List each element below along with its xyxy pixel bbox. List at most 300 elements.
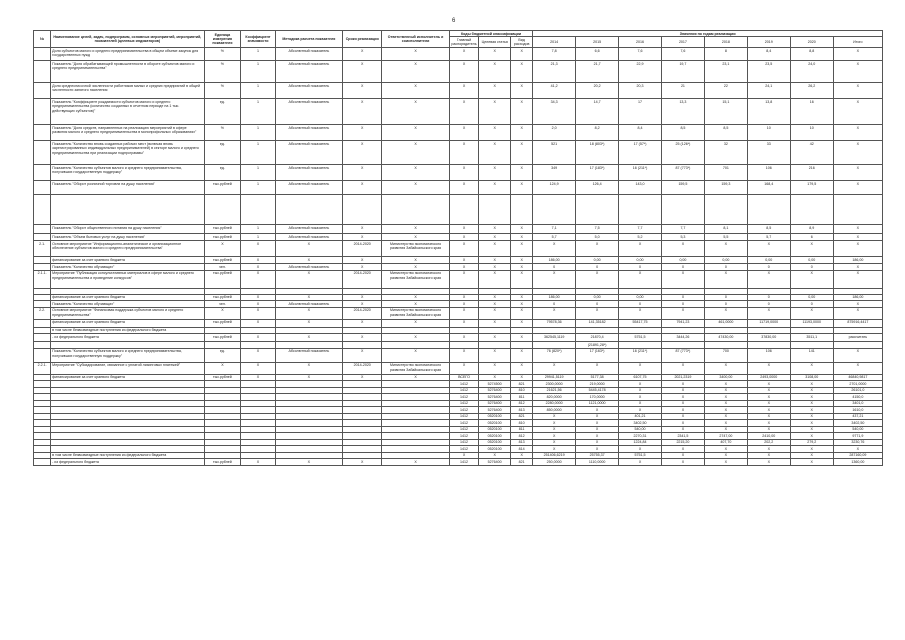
table-cell: Х	[511, 270, 533, 288]
table-cell	[275, 195, 342, 225]
table-cell: 820,0000	[533, 394, 576, 400]
table-cell: 10	[747, 125, 790, 141]
header-cell: 2016	[619, 37, 662, 48]
table-cell: Х	[576, 433, 619, 439]
table-cell: 0	[747, 301, 790, 307]
table-cell: 87 (773*)	[661, 348, 704, 362]
table-cell: Х	[382, 301, 449, 307]
table-cell: Х	[704, 381, 747, 387]
table-cell: 2341,5	[661, 433, 704, 439]
table-cell: 2701,0000	[833, 381, 882, 387]
table-cell: 5276400	[479, 459, 511, 465]
table-cell: Х	[833, 225, 882, 234]
table-cell: Х	[511, 319, 533, 327]
table-cell: 810	[511, 387, 533, 393]
table-cell: Х	[747, 413, 790, 419]
table-cell: Х	[661, 420, 704, 426]
table-cell: Х	[576, 420, 619, 426]
table-cell: 7,8	[533, 48, 576, 61]
table-cell: Х	[479, 374, 511, 380]
table-cell: 1	[241, 99, 275, 125]
table-cell: Х	[704, 362, 747, 374]
table-cell: 20,2	[576, 83, 619, 99]
table-cell	[511, 195, 533, 225]
table-cell: Х	[241, 319, 275, 327]
table-row	[34, 99, 883, 125]
table-cell: Х	[479, 83, 511, 99]
table-cell: 170,0000	[576, 394, 619, 400]
table-cell: 1412	[449, 459, 478, 465]
table-cell: 141	[790, 348, 833, 362]
table-cell	[833, 195, 882, 225]
table-cell: Х	[511, 301, 533, 307]
table-cell	[241, 195, 275, 225]
table-cell: Х	[382, 225, 449, 234]
table-cell: Х	[382, 257, 449, 264]
table-cell: Х	[533, 307, 576, 319]
table-cell	[34, 348, 51, 362]
table-cell: Х	[747, 362, 790, 374]
table-cell: Х	[511, 334, 533, 342]
table-cell: Х	[576, 270, 619, 288]
row-label-cell: Показатель "Коэффициент рождаемости субъектов малого и среднего предпринимательства (количество созданных в отчетном периоде на 1 тыс. действующих субъектов)"	[51, 99, 204, 125]
table-cell: 401,21	[619, 413, 662, 419]
table-cell: Х	[704, 400, 747, 406]
table-cell: Х	[241, 294, 275, 300]
table-cell: 0,00	[747, 257, 790, 264]
table-cell: 3402,50	[833, 420, 882, 426]
table-cell: Х	[747, 426, 790, 432]
table-cell: Х	[479, 234, 511, 241]
table-cell: Х	[382, 165, 449, 181]
table-cell: тыс.рублей	[204, 181, 241, 195]
table-cell: Х	[833, 61, 882, 83]
table-cell: Абсолютный показатель	[275, 99, 342, 125]
table-cell: Х	[704, 387, 747, 393]
table-cell: 3444,26	[661, 334, 704, 342]
table-cell: 7,6	[619, 48, 662, 61]
table-cell: Х	[511, 48, 533, 61]
table-cell: Х	[661, 426, 704, 432]
table-cell: тыс.рублей	[204, 294, 241, 300]
table-cell: Х	[479, 257, 511, 264]
table-cell: Х	[511, 165, 533, 181]
table-cell: Х	[479, 301, 511, 307]
table-row	[34, 61, 883, 83]
header-cell: Единица измерения показателя	[204, 31, 241, 48]
table-cell: 14,7	[576, 99, 619, 125]
table-cell: Х	[790, 394, 833, 400]
table-cell	[343, 195, 382, 225]
table-cell: 1	[241, 181, 275, 195]
table-cell: Х	[479, 334, 511, 342]
table-cell: Х	[833, 99, 882, 125]
table-cell: тыс.рублей	[204, 319, 241, 327]
header-cell: Вид расходов	[511, 37, 533, 48]
table-cell: Х	[343, 459, 382, 465]
table-cell: 87 (773*)	[661, 165, 704, 181]
table-row	[34, 48, 883, 61]
table-cell	[34, 181, 51, 195]
table-cell: 0	[619, 264, 662, 270]
table-cell: 5276400	[479, 407, 511, 413]
table-cell: 79578,36	[533, 319, 576, 327]
table-cell: 2280,0000	[533, 400, 576, 406]
table-cell: 1412	[449, 433, 478, 439]
table-cell: Х	[790, 413, 833, 419]
table-cell: Х	[661, 241, 704, 257]
table-cell: Х	[833, 125, 882, 141]
table-cell: Х	[661, 270, 704, 288]
table-cell: 2021,2319	[661, 374, 704, 380]
table-cell: чел.	[204, 301, 241, 307]
table-cell: 0	[790, 301, 833, 307]
header-cell: №	[34, 31, 51, 48]
table-cell: 5,3	[661, 234, 704, 241]
table-cell: 19,7	[661, 61, 704, 83]
table-cell: 24,1	[747, 83, 790, 99]
table-cell: Х	[747, 270, 790, 288]
table-cell: Х	[241, 362, 275, 374]
table-cell: Х	[382, 61, 449, 83]
table-cell: 1	[241, 61, 275, 83]
table-cell: 0	[661, 294, 704, 300]
table-cell: 821	[511, 459, 533, 465]
table-cell	[34, 48, 51, 61]
table-cell: 4150,0	[833, 394, 882, 400]
table-row	[34, 241, 883, 257]
table-cell: Х	[479, 225, 511, 234]
table-cell: 0	[661, 301, 704, 307]
table-cell: 186,00	[833, 257, 882, 264]
row-label-cell: финансирование за счет краевого бюджета	[51, 319, 204, 327]
table-cell: 9771,9	[833, 433, 882, 439]
table-cell	[34, 257, 51, 264]
header-group-values: Значения по годам реализации	[533, 31, 883, 37]
table-cell: Х	[619, 241, 662, 257]
page-number: 6	[452, 18, 456, 24]
table-cell: Х	[479, 125, 511, 141]
table-cell: 5177,38	[576, 374, 619, 380]
table-cell: 2.2.	[34, 307, 51, 319]
row-label-cell: Доля субъектов малого и среднего предпринимательства в общем объеме закупок для государственных нужд	[51, 48, 204, 61]
table-cell: Х	[619, 362, 662, 374]
table-cell: Х	[511, 374, 533, 380]
table-cell: Х	[382, 319, 449, 327]
header-cell: Методика расчета показателя	[275, 31, 342, 48]
table-cell: 7,1	[533, 225, 576, 234]
table-cell: Абсолютный показатель	[275, 125, 342, 141]
table-cell: тыс.рублей	[204, 374, 241, 380]
table-cell: Х	[661, 307, 704, 319]
table-cell: Х	[343, 83, 382, 99]
table-cell: Х	[533, 439, 576, 445]
table-cell: 0,00	[619, 257, 662, 264]
table-cell: Х	[619, 270, 662, 288]
table-cell: Х	[343, 141, 382, 165]
table-cell: 1412	[449, 446, 478, 452]
table-cell: 34,3	[533, 99, 576, 125]
table-cell: 2.1.1.	[34, 270, 51, 288]
table-cell: 13,3	[661, 99, 704, 125]
table-cell: Х	[790, 241, 833, 257]
table-cell: Х	[833, 234, 882, 241]
table-cell: 812	[511, 433, 533, 439]
table-cell: Х	[382, 459, 449, 465]
table-cell: 0,00	[661, 257, 704, 264]
table-cell: Х	[833, 301, 882, 307]
table-cell: 26,2	[790, 83, 833, 99]
table-cell: 18 (803*)	[576, 141, 619, 165]
table-row	[34, 141, 883, 165]
table-cell: Х	[576, 362, 619, 374]
table-cell: 700	[704, 348, 747, 362]
table-cell: 8,4	[619, 125, 662, 141]
table-row	[34, 83, 883, 99]
table-cell: Х	[241, 307, 275, 319]
table-cell: Х	[619, 407, 662, 413]
table-cell: Х	[449, 257, 478, 264]
header-cell: Целевая статья	[479, 37, 511, 48]
table-cell: Х	[275, 374, 342, 380]
table-cell: тыс.рублей	[204, 234, 241, 241]
table-cell: Х	[241, 374, 275, 380]
table-cell: Х	[511, 307, 533, 319]
header-cell: 2020	[790, 37, 833, 48]
table-cell: Х	[704, 420, 747, 426]
table-cell: 5751,5	[619, 452, 662, 458]
table-cell: 1412	[449, 420, 478, 426]
table-cell: 219,0000	[576, 381, 619, 387]
table-cell: Х	[382, 294, 449, 300]
table-cell: Х	[343, 319, 382, 327]
table-cell	[34, 459, 51, 465]
table-cell: Х	[275, 241, 342, 257]
table-cell: 813	[511, 439, 533, 445]
table-cell: 16 (211*)	[619, 165, 662, 181]
table-cell: 6107,75	[619, 374, 662, 380]
table-cell: Х	[343, 374, 382, 380]
table-cell: 24,0	[790, 61, 833, 83]
table-cell: Х	[382, 348, 449, 362]
table-cell: Х	[449, 61, 478, 83]
table-cell: Х	[747, 452, 790, 458]
table-cell: Х	[204, 241, 241, 257]
table-cell: 5274500	[479, 381, 511, 387]
table-cell: 521	[533, 141, 576, 165]
table-row	[34, 348, 883, 362]
table-cell: тыс.рублей	[204, 270, 241, 288]
table-cell: 813	[511, 407, 533, 413]
table-cell: Х	[619, 400, 662, 406]
table-cell: 159,5	[661, 181, 704, 195]
table-cell: Министерство экономического развития Забайкальского края	[382, 270, 449, 288]
table-cell: Х	[343, 294, 382, 300]
table-cell: Абсолютный показатель	[275, 48, 342, 61]
table-cell: Х	[511, 264, 533, 270]
table-cell	[34, 141, 51, 165]
table-cell: Абсолютный показатель	[275, 264, 342, 270]
table-cell: 0	[576, 264, 619, 270]
table-cell: 21,7	[576, 61, 619, 83]
table-cell: 186,00	[833, 294, 882, 300]
table-cell: 0	[747, 294, 790, 300]
table-cell: Х	[790, 307, 833, 319]
table-cell: Х	[382, 264, 449, 270]
table-cell: Х	[833, 48, 882, 61]
row-label-cell: Основное мероприятие "Информационно-аналитическое и организационное обеспечение субъектов малого и среднего предпринимательства"	[51, 241, 204, 257]
table-cell: 1412	[449, 439, 478, 445]
header-cell: Главный распорядитель	[449, 37, 478, 48]
table-cell: 1412	[449, 413, 478, 419]
table-cell: 0520100	[479, 446, 511, 452]
table-cell: Х	[661, 387, 704, 393]
table-cell: Х	[449, 141, 478, 165]
table-cell	[576, 195, 619, 225]
table-cell: Х	[619, 394, 662, 400]
table-cell: Х	[790, 452, 833, 458]
table-cell: 1412	[449, 387, 478, 393]
table-cell: %	[204, 61, 241, 83]
program-table	[33, 30, 883, 466]
table-cell: 2300,0000	[533, 381, 576, 387]
row-label-cell: Мероприятие "Субсидирование, связанное с уплатой лизинговых платежей"	[51, 362, 204, 374]
header-cell: Итого	[833, 37, 882, 48]
table-cell	[34, 125, 51, 141]
table-cell: 11719,0000	[747, 319, 790, 327]
table-cell: Х	[747, 381, 790, 387]
table-row	[34, 334, 883, 342]
table-cell: Х	[511, 234, 533, 241]
table-cell: 5,7	[533, 234, 576, 241]
row-label-cell: Показатель "Количество субъектов малого и среднего предпринимательства, получивших государственную поддержку"	[51, 348, 204, 362]
table-cell: 2014-2020	[343, 270, 382, 288]
table-cell: 17 (183*)	[576, 165, 619, 181]
table-cell: 21,3	[533, 61, 576, 83]
table-cell: Х	[833, 83, 882, 99]
table-cell: Х	[275, 307, 342, 319]
table-cell: Х	[343, 334, 382, 342]
table-cell: 25755,37	[576, 452, 619, 458]
table-cell: 0	[704, 264, 747, 270]
table-cell: 1121,0000	[576, 400, 619, 406]
table-cell: 2.1.	[34, 241, 51, 257]
table-cell: 3108,00	[790, 374, 833, 380]
table-cell: 6	[790, 234, 833, 241]
table-cell: Х	[704, 413, 747, 419]
table-cell: 1412	[449, 394, 478, 400]
row-label-cell: Показатель "Количество обучающих"	[51, 301, 204, 307]
table-cell: 5276400	[479, 394, 511, 400]
table-cell	[790, 195, 833, 225]
header-group-budget: Коды бюджетной классификации	[449, 31, 532, 37]
table-cell: Х	[382, 125, 449, 141]
table-cell: 76 (820*)	[533, 348, 576, 362]
table-cell: 20,3	[619, 83, 662, 99]
table-cell: Х	[479, 99, 511, 125]
table-cell: 32	[704, 141, 747, 165]
table-cell: 540,00	[619, 426, 662, 432]
table-cell: 0	[533, 301, 576, 307]
table-cell: 0	[704, 294, 747, 300]
table-cell: Х	[533, 420, 576, 426]
row-label-cell: Показатель "Оборот общественного питания на душу населения"	[51, 225, 204, 234]
table-cell: Х	[449, 48, 478, 61]
table-cell: 8,4	[747, 48, 790, 61]
table-cell: 216	[790, 165, 833, 181]
table-cell: %	[204, 48, 241, 61]
table-cell	[479, 195, 511, 225]
table-cell: Министерство экономического развития Забайкальского края	[382, 241, 449, 257]
table-cell: Х	[747, 394, 790, 400]
table-cell: Х	[833, 264, 882, 270]
table-cell: 126,4	[576, 181, 619, 195]
header-cell: Сроки реализации	[343, 31, 382, 48]
table-cell: ед.	[204, 141, 241, 165]
table-cell: 0	[747, 264, 790, 270]
table-cell: 5445,4178	[576, 387, 619, 393]
table-cell	[449, 195, 478, 225]
table-cell: 186,00	[533, 294, 576, 300]
table-row	[34, 319, 883, 327]
table-cell: 106	[747, 348, 790, 362]
table-cell: Х	[511, 125, 533, 141]
table-cell: 1	[241, 141, 275, 165]
table-cell: 0520100	[479, 420, 511, 426]
table-cell: 0520100	[479, 433, 511, 439]
table-cell: Х	[511, 83, 533, 99]
table-cell: Х	[661, 362, 704, 374]
table-cell: 461,0000	[704, 319, 747, 327]
table-cell: Х	[241, 334, 275, 342]
row-label-cell: Доля среднесписочной численности работников малых и средних предприятий в общей численности занятого населения	[51, 83, 204, 99]
row-label-cell: Показатель "Доля средств, направленных на реализацию мероприятий в сфере развития малого и среднего предпринимательства в монопрофильных образованиях"	[51, 125, 204, 141]
table-cell: Х	[479, 348, 511, 362]
table-cell: 22,9	[619, 61, 662, 83]
table-cell: ед.	[204, 99, 241, 125]
table-cell: 5,2	[619, 234, 662, 241]
table-cell: 3511,1	[790, 334, 833, 342]
table-cell: Х	[479, 48, 511, 61]
table-cell: Х	[449, 181, 478, 195]
table-cell: 8	[704, 48, 747, 61]
table-cell: Х	[479, 294, 511, 300]
row-label-cell: финансирование за счет краевого бюджета	[51, 257, 204, 264]
row-label-cell: финансирование за счет краевого бюджета	[51, 374, 204, 380]
table-cell: 1	[241, 165, 275, 181]
table-cell: 437,21	[833, 413, 882, 419]
table-cell: Х	[533, 241, 576, 257]
table-cell: Х	[704, 394, 747, 400]
table-cell: Х	[576, 426, 619, 432]
table-row	[34, 125, 883, 141]
table-cell: 2493,0000	[747, 374, 790, 380]
table-cell: Х	[343, 348, 382, 362]
table-cell: Х	[241, 241, 275, 257]
row-label-cell: Основное мероприятие "Финансовая поддержка субъектов малого и среднего предпринимательства"	[51, 307, 204, 319]
table-cell: Абсолютный показатель	[275, 61, 342, 83]
table-cell: Х	[790, 426, 833, 432]
table-cell: Х	[204, 307, 241, 319]
table-cell: Х	[661, 452, 704, 458]
table-cell: Х	[833, 141, 882, 165]
table-cell: Х	[747, 459, 790, 465]
table-cell: Х	[382, 141, 449, 165]
table-cell: %	[204, 125, 241, 141]
table-cell: Абсолютный показатель	[275, 348, 342, 362]
table-cell: 8,1	[704, 225, 747, 234]
table-cell: Х	[479, 264, 511, 270]
